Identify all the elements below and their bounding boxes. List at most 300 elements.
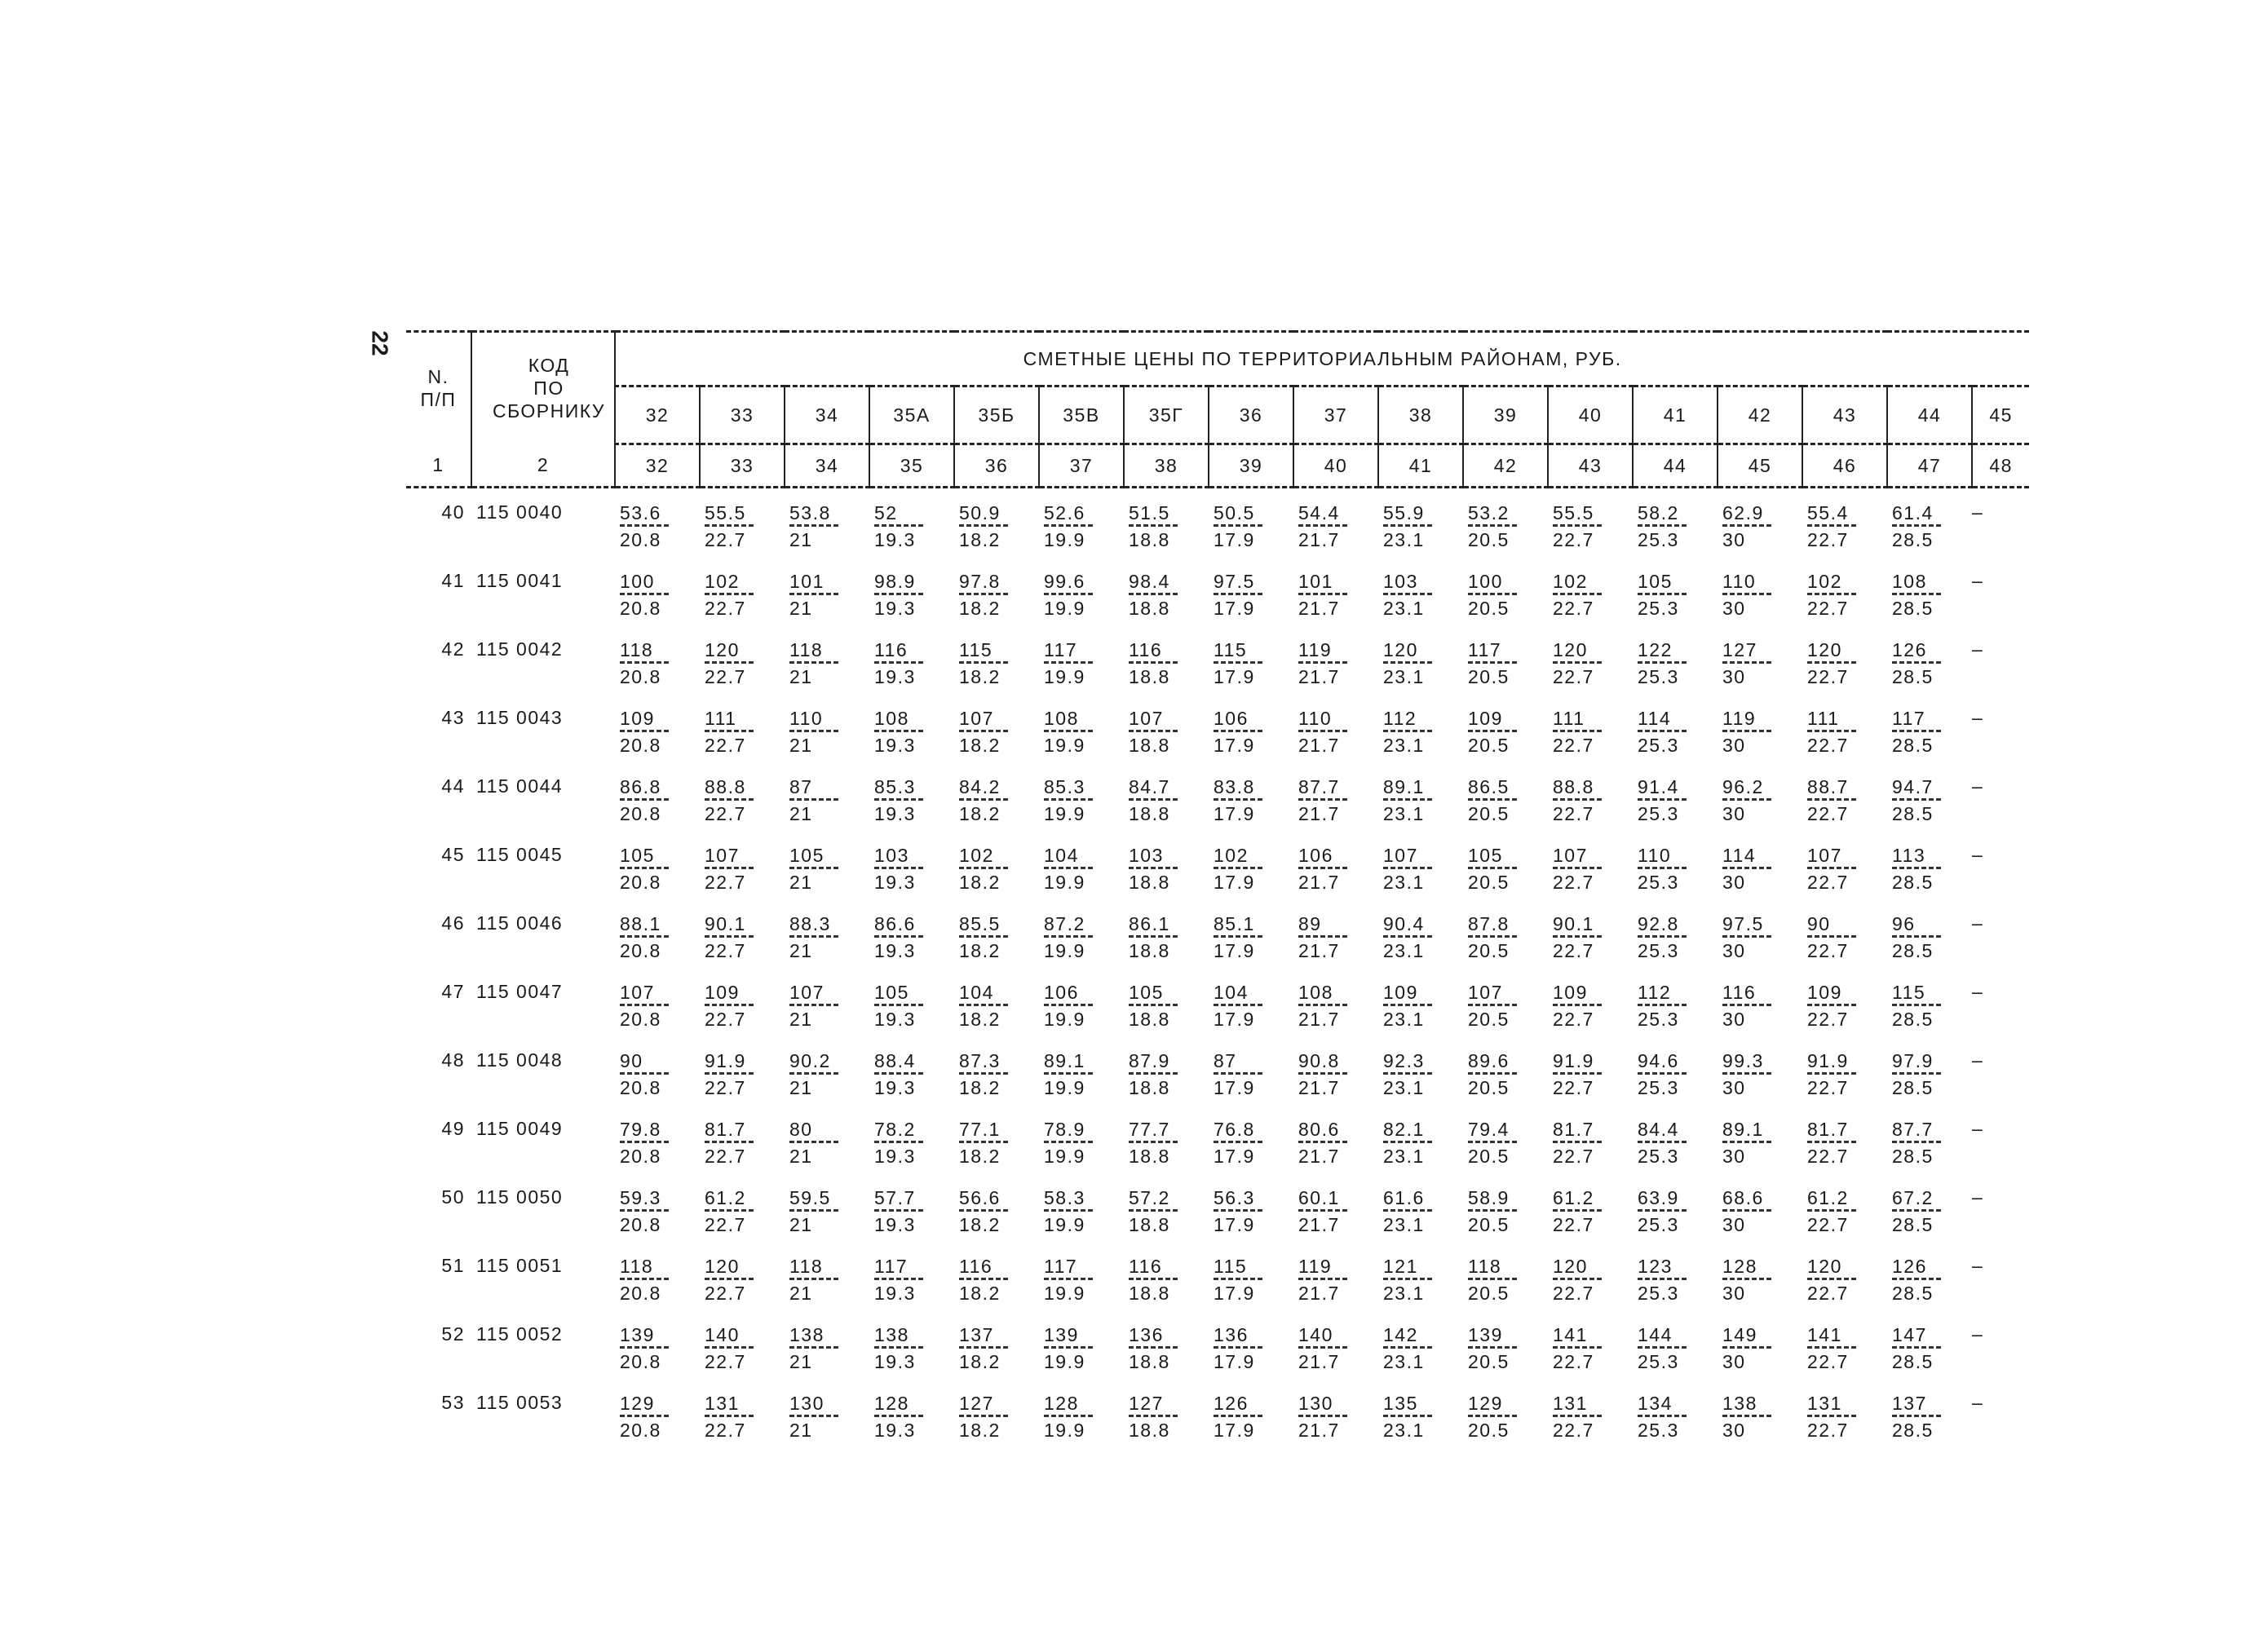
wage-value: 21.7 xyxy=(1298,1077,1340,1098)
price-fraction xyxy=(1378,1186,1432,1236)
price-fraction xyxy=(1718,501,1771,551)
fraction-bar xyxy=(1892,867,1941,869)
price-cell xyxy=(1548,844,1633,912)
price-cell xyxy=(700,844,785,912)
price-cell xyxy=(954,775,1039,844)
price-value: 89.1 xyxy=(1044,1050,1085,1071)
column-number-header: 1 xyxy=(406,444,471,488)
fraction-bar xyxy=(874,730,923,732)
price-cell xyxy=(1124,1118,1209,1186)
price-fraction xyxy=(1463,775,1517,825)
wage-value: 17.9 xyxy=(1214,940,1255,961)
price-value: 67.2 xyxy=(1892,1187,1934,1208)
price-value: 118 xyxy=(789,1256,824,1277)
wage-value: 20.5 xyxy=(1468,598,1510,619)
wage-value: 22.7 xyxy=(1807,872,1849,893)
price-value: 97.9 xyxy=(1892,1050,1934,1071)
price-fraction xyxy=(1039,1118,1093,1168)
price-value: 107 xyxy=(1807,845,1842,866)
wage-value: 21 xyxy=(789,1420,813,1441)
fraction-bar xyxy=(705,1072,754,1075)
price-cell xyxy=(1718,912,1802,981)
price-cell xyxy=(1718,981,1802,1049)
price-fraction xyxy=(1209,501,1262,551)
price-value: 98.9 xyxy=(874,571,916,592)
fraction-bar xyxy=(620,524,669,527)
fraction-bar xyxy=(1722,730,1771,732)
empty-cell-dash: – xyxy=(1972,1255,1984,1276)
wage-value: 22.7 xyxy=(705,1077,746,1098)
price-fraction xyxy=(785,775,838,825)
price-value: 102 xyxy=(705,571,740,592)
fraction-bar xyxy=(1638,798,1687,801)
wage-value: 22.7 xyxy=(1807,940,1849,961)
price-value: 108 xyxy=(1044,708,1079,729)
price-fraction xyxy=(1039,570,1093,620)
fraction-bar xyxy=(1383,1346,1432,1349)
price-fraction xyxy=(1887,1049,1941,1099)
price-fraction xyxy=(1548,1186,1602,1236)
empty-cell-dash: – xyxy=(1972,912,1984,934)
price-value: 84.7 xyxy=(1129,776,1170,797)
fraction-bar xyxy=(1892,1278,1941,1280)
price-value: 141 xyxy=(1553,1324,1588,1345)
column-number-header: 48 xyxy=(1972,444,2029,488)
price-cell xyxy=(785,844,869,912)
price-value: 87 xyxy=(789,776,813,797)
wage-value: 17.9 xyxy=(1214,598,1255,619)
fraction-bar xyxy=(1214,1209,1262,1212)
price-cell xyxy=(1802,912,1887,981)
fraction-bar xyxy=(705,1209,754,1212)
district-header: 34 xyxy=(785,386,869,444)
fraction-bar xyxy=(1383,867,1432,869)
row-number: 47 xyxy=(441,981,465,1002)
fraction-bar xyxy=(1468,1141,1517,1143)
price-fraction xyxy=(1802,775,1856,825)
price-value: 107 xyxy=(959,708,994,729)
fraction-bar xyxy=(1468,867,1517,869)
price-cell xyxy=(1039,844,1124,912)
district-header: 35Г xyxy=(1124,386,1209,444)
price-value: 59.3 xyxy=(620,1187,661,1208)
price-cell xyxy=(615,1049,700,1118)
price-cell xyxy=(700,1186,785,1255)
fraction-bar xyxy=(1468,1278,1517,1280)
district-header: 36 xyxy=(1209,386,1293,444)
wage-value: 28.5 xyxy=(1892,1420,1934,1441)
wage-value: 19.9 xyxy=(1044,735,1085,756)
table-row xyxy=(406,1323,2029,1392)
price-fraction xyxy=(1039,912,1093,962)
price-value: 138 xyxy=(874,1324,909,1345)
price-fraction xyxy=(1633,775,1687,825)
wage-value: 20.8 xyxy=(620,1214,661,1235)
fraction-bar xyxy=(874,524,923,527)
wage-value: 18.2 xyxy=(959,803,1001,824)
fraction-bar xyxy=(1383,1415,1432,1417)
price-value: 80.6 xyxy=(1298,1119,1340,1140)
wage-value: 17.9 xyxy=(1214,872,1255,893)
price-value: 116 xyxy=(959,1256,993,1277)
wage-value: 20.5 xyxy=(1468,1283,1510,1304)
price-fraction xyxy=(1633,981,1687,1031)
price-fraction xyxy=(1293,912,1347,962)
price-fraction xyxy=(1039,1186,1093,1236)
price-value: 139 xyxy=(1044,1324,1079,1345)
column-number-header: 35 xyxy=(869,444,954,488)
price-cell xyxy=(1124,1186,1209,1255)
fraction-bar xyxy=(959,1415,1008,1417)
price-cell xyxy=(869,981,954,1049)
fraction-bar xyxy=(1553,1004,1602,1006)
price-value: 90.8 xyxy=(1298,1050,1340,1071)
fraction-bar xyxy=(1298,1141,1347,1143)
wage-value: 22.7 xyxy=(1553,529,1594,550)
price-cell xyxy=(1039,775,1124,844)
price-value: 121 xyxy=(1383,1256,1418,1277)
fraction-bar xyxy=(1044,1346,1093,1349)
price-cell xyxy=(1293,775,1378,844)
district-header: 35В xyxy=(1039,386,1124,444)
price-fraction xyxy=(1209,1255,1262,1305)
price-value: 57.7 xyxy=(874,1187,916,1208)
price-cell xyxy=(954,912,1039,981)
price-value: 81.7 xyxy=(1553,1119,1594,1140)
price-value: 104 xyxy=(1044,845,1079,866)
wage-value: 22.7 xyxy=(1553,1009,1594,1030)
fraction-bar xyxy=(1298,798,1347,801)
wage-value: 18.8 xyxy=(1129,1146,1170,1167)
wage-value: 20.5 xyxy=(1468,529,1510,550)
price-value: 91.4 xyxy=(1638,776,1679,797)
wage-value: 28.5 xyxy=(1892,1351,1934,1372)
price-cell xyxy=(1802,570,1887,638)
fraction-bar xyxy=(959,1141,1008,1143)
price-value: 110 xyxy=(1638,845,1672,866)
price-fraction xyxy=(785,1118,838,1168)
fraction-bar xyxy=(1129,867,1178,869)
fraction-bar xyxy=(1722,524,1771,527)
price-cell xyxy=(700,1323,785,1392)
price-cell xyxy=(1887,1118,1972,1186)
row-code: 115 0046 xyxy=(476,912,564,934)
price-fraction xyxy=(1633,570,1687,620)
wage-value: 18.8 xyxy=(1129,598,1170,619)
price-value: 55.9 xyxy=(1383,502,1425,523)
price-cell xyxy=(700,570,785,638)
wage-value: 20.8 xyxy=(620,872,661,893)
price-value: 120 xyxy=(1807,639,1842,660)
fraction-bar xyxy=(1298,1346,1347,1349)
fraction-bar xyxy=(1044,730,1093,732)
fraction-bar xyxy=(1638,1415,1687,1417)
fraction-bar xyxy=(1383,1072,1432,1075)
wage-value: 23.1 xyxy=(1383,1077,1425,1098)
fraction-bar xyxy=(874,593,923,595)
price-fraction xyxy=(700,1323,754,1373)
price-fraction xyxy=(954,638,1008,688)
price-value: 128 xyxy=(874,1393,909,1414)
price-cell xyxy=(785,775,869,844)
price-value: 98.4 xyxy=(1129,571,1170,592)
price-fraction xyxy=(1718,1186,1771,1236)
price-cell xyxy=(700,707,785,775)
price-cell xyxy=(1802,1118,1887,1186)
fraction-bar xyxy=(1044,867,1093,869)
price-fraction xyxy=(1039,1049,1093,1099)
price-cell xyxy=(1209,1118,1293,1186)
fraction-bar xyxy=(1638,1141,1687,1143)
wage-value: 19.3 xyxy=(874,1283,916,1304)
wage-value: 22.7 xyxy=(705,1214,746,1235)
price-value: 52.6 xyxy=(1044,502,1085,523)
price-value: 109 xyxy=(620,708,655,729)
price-value: 84.2 xyxy=(959,776,1001,797)
price-value: 100 xyxy=(620,571,655,592)
price-cell xyxy=(1633,912,1718,981)
table-row xyxy=(406,1186,2029,1255)
fraction-bar xyxy=(1638,1346,1687,1349)
price-value: 61.4 xyxy=(1892,502,1934,523)
wage-value: 22.7 xyxy=(1553,872,1594,893)
price-value: 113 xyxy=(1892,845,1926,866)
wage-value: 18.2 xyxy=(959,940,1001,961)
price-fraction xyxy=(869,1255,923,1305)
row-number: 49 xyxy=(441,1118,465,1139)
fraction-bar xyxy=(1892,935,1941,938)
price-value: 86.8 xyxy=(620,776,661,797)
fraction-bar xyxy=(1214,1141,1262,1143)
wage-value: 20.8 xyxy=(620,666,661,687)
price-cell xyxy=(1633,707,1718,775)
price-fraction xyxy=(1802,1186,1856,1236)
fraction-bar xyxy=(874,1141,923,1143)
price-fraction xyxy=(1718,707,1771,757)
price-fraction xyxy=(1718,1323,1771,1373)
fraction-bar xyxy=(1638,730,1687,732)
price-value: 102 xyxy=(1807,571,1842,592)
price-cell xyxy=(615,570,700,638)
price-value: 91.9 xyxy=(1553,1050,1594,1071)
price-cell xyxy=(1633,1186,1718,1255)
price-cell xyxy=(700,488,785,571)
fraction-bar xyxy=(789,1004,838,1006)
wage-value: 25.3 xyxy=(1638,1077,1679,1098)
fraction-bar xyxy=(1722,593,1771,595)
price-cell xyxy=(1463,570,1548,638)
price-fraction xyxy=(1209,638,1262,688)
price-cell xyxy=(869,912,954,981)
price-cell xyxy=(1039,981,1124,1049)
row-code: 115 0051 xyxy=(476,1255,564,1276)
fraction-bar xyxy=(1722,1278,1771,1280)
row-number: 40 xyxy=(441,501,465,523)
price-cell xyxy=(1039,1186,1124,1255)
row-number-header xyxy=(406,332,471,444)
price-cell xyxy=(615,638,700,707)
price-fraction xyxy=(1802,707,1856,757)
wage-value: 20.8 xyxy=(620,735,661,756)
wage-value: 30 xyxy=(1722,1283,1746,1304)
price-fraction xyxy=(1124,912,1178,962)
price-fraction xyxy=(869,775,923,825)
wage-value: 18.8 xyxy=(1129,940,1170,961)
price-cell xyxy=(785,1186,869,1255)
price-cell xyxy=(869,707,954,775)
price-value: 117 xyxy=(874,1256,909,1277)
price-cell xyxy=(1463,1392,1548,1460)
price-fraction xyxy=(1293,1255,1347,1305)
price-fraction xyxy=(615,570,669,620)
price-cell xyxy=(1039,638,1124,707)
district-header: 43 xyxy=(1802,386,1887,444)
price-fraction xyxy=(1124,570,1178,620)
price-value: 129 xyxy=(620,1393,655,1414)
fraction-bar xyxy=(705,1278,754,1280)
fraction-bar xyxy=(959,1346,1008,1349)
price-fraction xyxy=(700,1186,754,1236)
wage-value: 20.5 xyxy=(1468,872,1510,893)
price-value: 112 xyxy=(1383,708,1417,729)
price-cell xyxy=(1124,707,1209,775)
price-fraction xyxy=(1209,1049,1262,1099)
wage-value: 21 xyxy=(789,803,813,824)
price-cell xyxy=(1378,1186,1463,1255)
wage-value: 25.3 xyxy=(1638,598,1679,619)
price-value: 116 xyxy=(1129,1256,1163,1277)
price-fraction xyxy=(1293,638,1347,688)
price-fraction xyxy=(1633,638,1687,688)
price-fraction xyxy=(1293,570,1347,620)
price-cell xyxy=(1548,1392,1633,1460)
price-cell xyxy=(1293,707,1378,775)
price-fraction xyxy=(1463,1392,1517,1442)
price-fraction xyxy=(869,1186,923,1236)
wage-value: 21 xyxy=(789,1214,813,1235)
price-fraction xyxy=(1124,1392,1178,1442)
wage-value: 23.1 xyxy=(1383,940,1425,961)
price-fraction xyxy=(1463,1323,1517,1373)
price-value: 99.6 xyxy=(1044,571,1085,592)
price-cell xyxy=(1378,707,1463,775)
price-fraction xyxy=(869,570,923,620)
fraction-bar xyxy=(1638,524,1687,527)
column-number-header: 32 xyxy=(615,444,700,488)
wage-value: 19.3 xyxy=(874,1146,916,1167)
price-cell xyxy=(1378,1049,1463,1118)
price-fraction xyxy=(1887,1118,1941,1168)
fraction-bar xyxy=(1129,1346,1178,1349)
empty-cell-dash: – xyxy=(1972,1118,1984,1139)
price-cell xyxy=(1124,1392,1209,1460)
price-cell xyxy=(700,1392,785,1460)
fraction-bar xyxy=(1807,1004,1856,1006)
price-cell xyxy=(1548,707,1633,775)
price-value: 106 xyxy=(1044,982,1079,1003)
price-fraction xyxy=(1124,775,1178,825)
price-value: 126 xyxy=(1214,1393,1249,1414)
fraction-bar xyxy=(705,730,754,732)
wage-value: 19.3 xyxy=(874,940,916,961)
price-value: 82.1 xyxy=(1383,1119,1425,1140)
price-fraction xyxy=(1209,844,1262,894)
wage-value: 22.7 xyxy=(1553,940,1594,961)
price-value: 105 xyxy=(874,982,909,1003)
price-fraction xyxy=(1887,1186,1941,1236)
price-cell xyxy=(869,1049,954,1118)
price-cell xyxy=(615,844,700,912)
fraction-bar xyxy=(874,1209,923,1212)
price-fraction xyxy=(1293,501,1347,551)
price-cell xyxy=(1887,570,1972,638)
price-value: 109 xyxy=(1553,982,1588,1003)
price-value: 99.3 xyxy=(1722,1050,1764,1071)
fraction-bar xyxy=(789,798,838,801)
fraction-bar xyxy=(1722,1004,1771,1006)
row-code: 115 0045 xyxy=(476,844,564,865)
price-value: 123 xyxy=(1638,1256,1673,1277)
price-value: 105 xyxy=(789,845,825,866)
wage-value: 19.9 xyxy=(1044,529,1085,550)
fraction-bar xyxy=(620,730,669,732)
price-fraction xyxy=(1293,1118,1347,1168)
fraction-bar xyxy=(1638,593,1687,595)
price-table xyxy=(406,330,2029,1460)
price-cell xyxy=(1887,912,1972,981)
price-cell xyxy=(700,1049,785,1118)
fraction-bar xyxy=(1638,1072,1687,1075)
wage-value: 21 xyxy=(789,1283,813,1304)
price-fraction xyxy=(1378,912,1432,962)
price-value: 55.5 xyxy=(1553,502,1594,523)
wage-value: 18.2 xyxy=(959,872,1001,893)
fraction-bar xyxy=(959,661,1008,664)
wage-value: 30 xyxy=(1722,1009,1746,1030)
fraction-bar xyxy=(1214,524,1262,527)
price-value: 107 xyxy=(789,982,825,1003)
column-number-header: 36 xyxy=(954,444,1039,488)
price-value: 77.7 xyxy=(1129,1119,1170,1140)
fraction-bar xyxy=(1892,661,1941,664)
price-fraction xyxy=(954,1186,1008,1236)
price-value: 104 xyxy=(1214,982,1249,1003)
fraction-bar xyxy=(1129,661,1178,664)
price-cell xyxy=(954,570,1039,638)
wage-value: 25.3 xyxy=(1638,735,1679,756)
price-value: 90 xyxy=(620,1050,643,1071)
price-cell xyxy=(1633,570,1718,638)
price-cell xyxy=(1802,1255,1887,1323)
price-fraction xyxy=(700,775,754,825)
wage-value: 23.1 xyxy=(1383,735,1425,756)
fraction-bar xyxy=(1553,730,1602,732)
price-cell xyxy=(1124,488,1209,571)
fraction-bar xyxy=(789,593,838,595)
price-fraction xyxy=(1887,1392,1941,1442)
price-fraction xyxy=(1378,1255,1432,1305)
wage-value: 25.3 xyxy=(1638,1214,1679,1235)
price-cell xyxy=(785,1323,869,1392)
wage-value: 22.7 xyxy=(705,1146,746,1167)
price-cell xyxy=(615,912,700,981)
fraction-bar xyxy=(1214,593,1262,595)
price-cell xyxy=(1548,1118,1633,1186)
fraction-bar xyxy=(1298,1278,1347,1280)
price-fraction xyxy=(1802,1323,1856,1373)
price-cell xyxy=(1378,981,1463,1049)
row-number: 45 xyxy=(441,844,465,865)
